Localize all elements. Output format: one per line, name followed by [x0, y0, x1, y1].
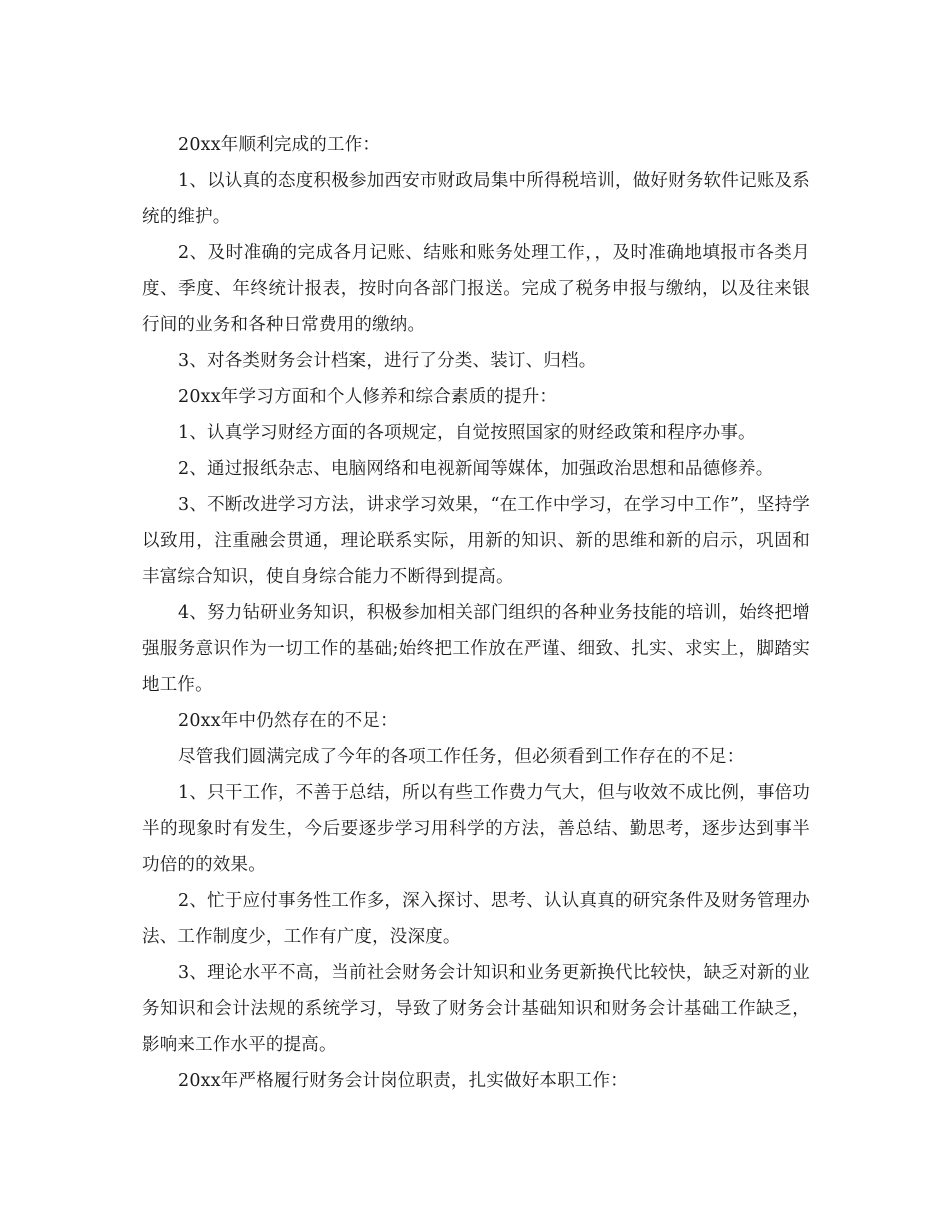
- section-heading-learning: 20xx年学习方面和个人修养和综合素质的提升：: [178, 387, 558, 407]
- paragraph-shortcomings-2: 2、忙于应付事务性工作多，深入探讨、思考、认认真真的研究条件及财务管理办法、工作制度少，工作有广度，没深度。: [142, 891, 810, 947]
- paragraph-shortcomings-3: 3、理论水平不高，当前社会财务会计知识和业务更新换代比较快，缺乏对新的业务知识和会计法规的系统学习，导致了财务会计基础知识和财务会计基础工作缺乏，影响来工作水平的提高。: [142, 963, 810, 1055]
- paragraph-learning-1: 1、认真学习财经方面的各项规定，自觉按照国家的财经政策和程序办事。: [178, 423, 756, 443]
- document-body: [142, 127, 810, 1099]
- paragraph-learning-3: 3、不断改进学习方法，讲求学习效果，“在工作中学习，在学习中工作”，坚持学以致用，注重融会贯通，理论联系实际，用新的知识、新的思维和新的启示，巩固和丰富综合知识，使自身综合能力不断得到提高。: [142, 495, 810, 587]
- paragraph-completed-1: 1、以认真的态度积极参加西安市财政局集中所得税培训，做好财务软件记账及系统的维护。: [142, 171, 810, 227]
- paragraph-learning-2: 2、通过报纸杂志、电脑网络和电视新闻等媒体，加强政治思想和品德修养。: [178, 459, 774, 479]
- section-heading-shortcomings: 20xx年中仍然存在的不足：: [178, 711, 398, 731]
- section-heading-completed-work: 20xx年顺利完成的工作：: [178, 135, 381, 155]
- paragraph-learning-4: 4、努力钻研业务知识，积极参加相关部门组织的各种业务技能的培训，始终把增强服务意识作为一切工作的基础;始终把工作放在严谨、细致、扎实、求实上，脚踏实地工作。: [142, 603, 810, 695]
- paragraph-completed-2: 2、及时准确的完成各月记账、结账和账务处理工作，，及时准确地填报市各类月度、季度、年终统计报表，按时向各部门报送。完成了税务申报与缴纳，以及往来银行间的业务和各种日常费用的缴纳。: [142, 243, 810, 335]
- paragraph-shortcomings-intro: 尽管我们圆满完成了今年的各项工作任务，但必须看到工作存在的不足：: [178, 747, 745, 767]
- paragraph-completed-3: 3、对各类财务会计档案，进行了分类、装订、归档。: [178, 351, 597, 371]
- section-heading-duties: 20xx年严格履行财务会计岗位职责，扎实做好本职工作：: [178, 1071, 628, 1091]
- paragraph-shortcomings-1: 1、只干工作，不善于总结，所以有些工作费力气大，但与收效不成比例，事倍功半的现象时有发生，今后要逐步学习用科学的方法，善总结、勤思考，逐步达到事半功倍的的效果。: [142, 783, 810, 875]
